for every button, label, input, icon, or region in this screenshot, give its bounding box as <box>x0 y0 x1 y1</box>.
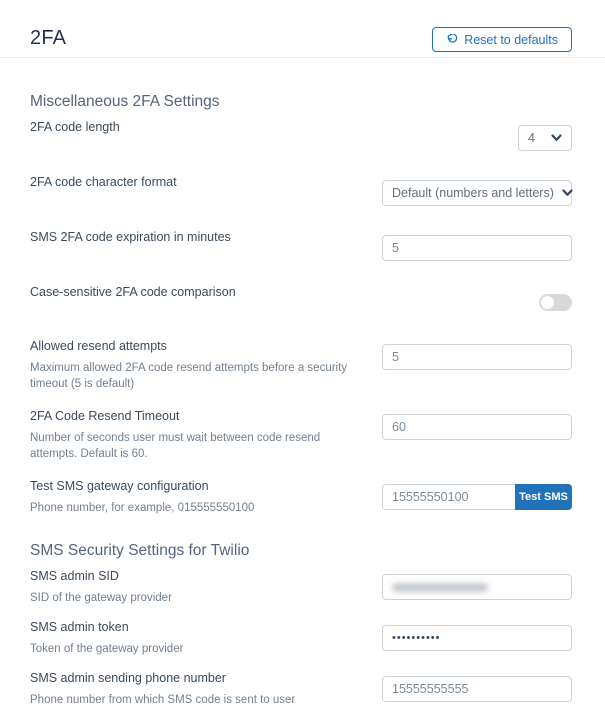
sms-expiration-input[interactable] <box>382 235 572 261</box>
redacted-value-blur <box>392 583 488 592</box>
sending-phone-input[interactable] <box>382 676 572 702</box>
field-row-resend-attempts <box>30 338 572 392</box>
toggle-knob <box>541 296 554 309</box>
test-sms-button[interactable]: Test SMS <box>515 484 572 510</box>
admin-sid-input[interactable] <box>382 574 572 600</box>
admin-sid-helper: SID of the gateway provider <box>30 592 172 604</box>
reset-to-defaults-button[interactable] <box>432 27 572 52</box>
admin-token-helper: Token of the gateway provider <box>30 643 184 655</box>
resend-timeout-label: 2FA Code Resend Timeout <box>30 409 180 423</box>
admin-token-input[interactable] <box>382 625 572 651</box>
resend-timeout-helper: Number of seconds user must wait between code resend attempts. Default is 60. <box>30 432 321 460</box>
char-format-value: Default (numbers and letters) <box>392 186 554 200</box>
resend-attempts-helper: Maximum allowed 2FA code resend attempts before a security timeout (5 is default) <box>30 362 348 390</box>
test-gateway-helper: Phone number, for example, 015555550100 <box>30 502 255 514</box>
field-row-code-length <box>30 119 572 151</box>
code-length-value: 4 <box>528 131 535 145</box>
char-format-select[interactable] <box>382 180 572 206</box>
field-row-resend-timeout <box>30 408 572 462</box>
sending-phone-helper: Phone number from which SMS code is sent to user <box>30 694 296 706</box>
field-row-case-sensitive <box>30 284 572 311</box>
page-header <box>0 0 605 57</box>
field-row-admin-token <box>30 619 572 657</box>
section-title-misc: Miscellaneous 2FA Settings <box>30 93 220 110</box>
resend-attempts-input[interactable] <box>382 344 572 370</box>
code-length-select[interactable] <box>518 125 572 151</box>
settings-content <box>0 93 605 708</box>
char-format-label: 2FA code character format <box>30 175 177 189</box>
field-row-sms-expiration <box>30 229 572 261</box>
chevron-down-icon <box>562 184 573 202</box>
case-sensitive-toggle[interactable] <box>539 294 572 311</box>
test-gateway-phone-input[interactable] <box>382 484 515 510</box>
field-row-admin-sid <box>30 568 572 606</box>
field-row-test-gateway <box>30 478 572 516</box>
header-divider <box>0 57 605 58</box>
resend-attempts-label: Allowed resend attempts <box>30 339 167 353</box>
sms-expiration-label: SMS 2FA code expiration in minutes <box>30 230 231 244</box>
section-title-twilio: SMS Security Settings for Twilio <box>30 542 250 559</box>
field-row-char-format <box>30 174 572 206</box>
field-row-sending-phone <box>30 670 572 708</box>
test-gateway-label: Test SMS gateway configuration <box>30 479 209 493</box>
sending-phone-label: SMS admin sending phone number <box>30 671 226 685</box>
case-sensitive-label: Case-sensitive 2FA code comparison <box>30 285 236 299</box>
page-title: 2FA <box>30 27 67 49</box>
test-gateway-input-group <box>382 484 572 510</box>
reset-button-label: Reset to defaults <box>464 32 558 47</box>
code-length-label: 2FA code length <box>30 120 120 134</box>
rotate-left-icon <box>446 34 458 46</box>
admin-sid-label: SMS admin SID <box>30 569 119 583</box>
chevron-down-icon <box>551 129 562 147</box>
admin-token-label: SMS admin token <box>30 620 129 634</box>
resend-timeout-input[interactable] <box>382 414 572 440</box>
